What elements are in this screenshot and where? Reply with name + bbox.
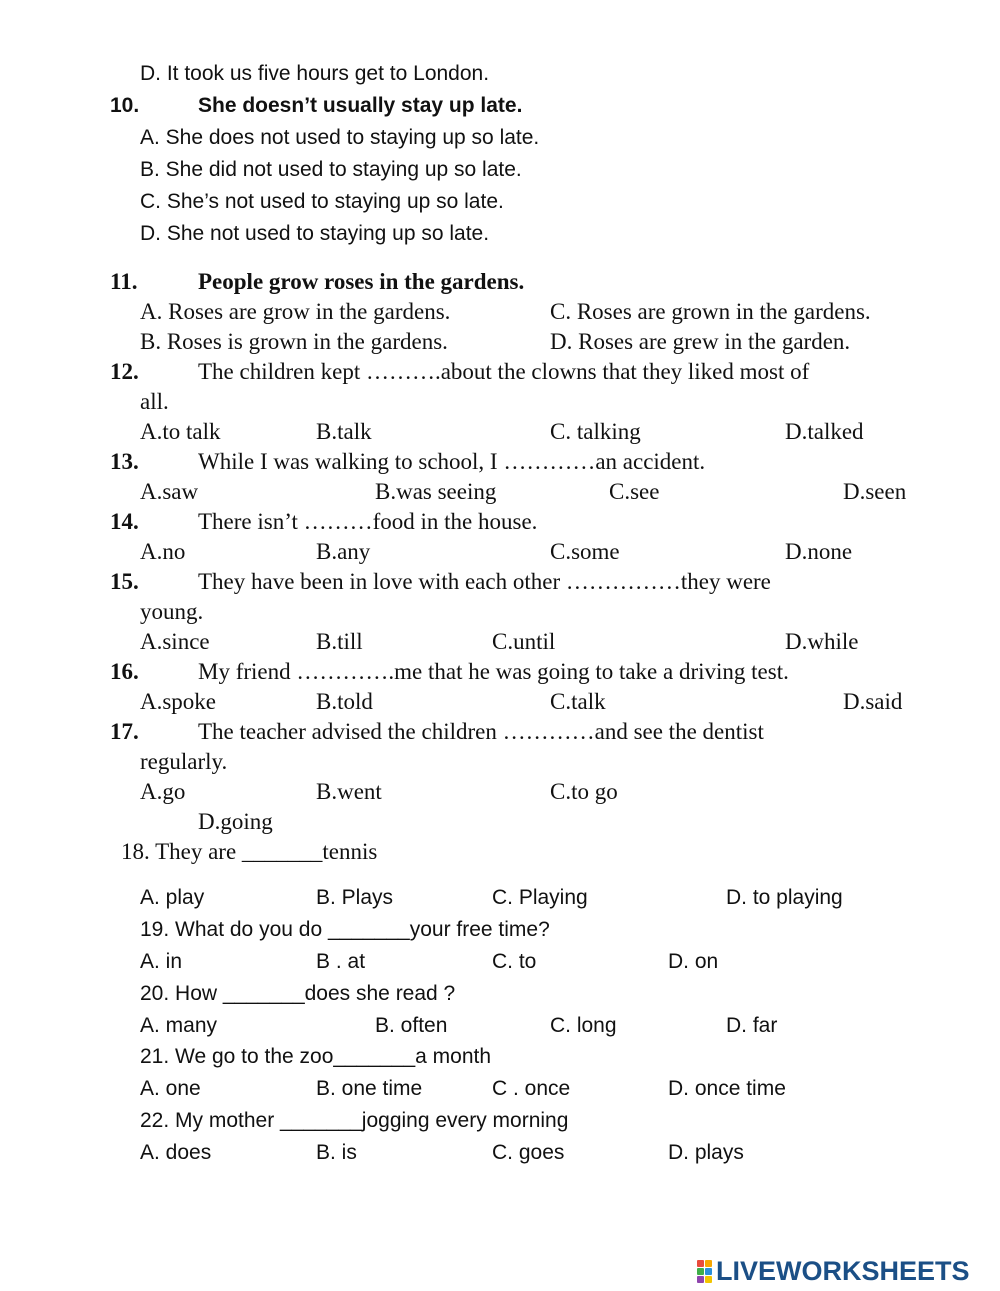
q10-option-b: B. She did not used to staying up so late. (140, 158, 522, 181)
q10-option-a: A. She does not used to staying up so late. (140, 126, 540, 149)
q22-option-d: D. plays (668, 1141, 744, 1164)
q13-option-a: A.saw (140, 479, 199, 504)
q13-option-d: D.seen (843, 479, 907, 504)
q13-option-c: C.see (609, 479, 660, 504)
q16-option-b: B.told (316, 689, 373, 714)
logo-tile (697, 1268, 704, 1275)
logo-tile (697, 1260, 704, 1267)
q17-option-c: C.to go (550, 779, 618, 804)
q18-prompt: 18. They are _______tennis (121, 839, 378, 864)
q21-prompt: 21. We go to the zoo_______a month (140, 1045, 492, 1068)
q10-option-c: C. She’s not used to staying up so late. (140, 190, 504, 213)
q19-option-a: A. in (140, 950, 183, 973)
q19-option-b: B . at (316, 950, 366, 973)
q10-prompt: She doesn’t usually stay up late. (198, 94, 523, 117)
q12-option-d: D.talked (785, 419, 864, 444)
q15-option-d: D.while (785, 629, 859, 654)
q11-prompt: People grow roses in the gardens. (198, 269, 525, 294)
q22-option-b: B. is (316, 1141, 357, 1164)
logo-tile (705, 1260, 712, 1267)
q21-option-b: B. one time (316, 1077, 423, 1100)
q17-number: 17. (110, 719, 139, 744)
liveworksheets-logo-icon (697, 1260, 712, 1283)
q11-option-b: B. Roses is grown in the gardens. (140, 329, 448, 354)
q20-option-d: D. far (726, 1014, 778, 1037)
q15-option-a: A.since (140, 629, 210, 654)
q21-option-a: A. one (140, 1077, 201, 1100)
q15-prompt: They have been in love with each other ……………they were (198, 569, 771, 594)
q18-option-d: D. to playing (726, 886, 843, 909)
q15-number: 15. (110, 569, 139, 594)
q12-option-a: A.to talk (140, 419, 221, 444)
q14-option-d: D.none (785, 539, 853, 564)
q21-option-c: C . once (492, 1077, 571, 1100)
q19-prompt: 19. What do you do _______your free time? (140, 918, 550, 941)
q16-option-d: D.said (843, 689, 903, 714)
q18-option-a: A. play (140, 886, 205, 909)
q20-option-a: A. many (140, 1014, 218, 1037)
q20-option-c: C. long (550, 1014, 617, 1037)
q14-prompt: There isn’t ………food in the house. (198, 509, 538, 534)
q16-prompt: My friend ………….me that he was going to take a driving test. (198, 659, 789, 684)
q14-option-c: C.some (550, 539, 620, 564)
q18-option-c: C. Playing (492, 886, 588, 909)
q18-option-b: B. Plays (316, 886, 394, 909)
q15-option-b: B.till (316, 629, 363, 654)
q14-option-b: B.any (316, 539, 371, 564)
q12-prompt-cont: all. (140, 389, 169, 414)
logo-tile (705, 1268, 712, 1275)
q21-option-d: D. once time (668, 1077, 786, 1100)
q17-option-a: A.go (140, 779, 186, 804)
q16-option-c: C.talk (550, 689, 606, 714)
q14-number: 14. (110, 509, 139, 534)
q17-option-b: B.went (316, 779, 382, 804)
q22-option-c: C. goes (492, 1141, 565, 1164)
q14-option-a: A.no (140, 539, 186, 564)
q11-option-d: D. Roses are grew in the garden. (550, 329, 851, 354)
q15-option-c: C.until (492, 629, 556, 654)
liveworksheets-logo (697, 1256, 970, 1286)
q19-option-c: C. to (492, 950, 537, 973)
q10-option-d: D. She not used to staying up so late. (140, 222, 490, 245)
q20-option-b: B. often (375, 1014, 448, 1037)
q17-prompt-cont: regularly. (140, 749, 228, 774)
q13-number: 13. (110, 449, 139, 474)
q22-prompt: 22. My mother _______jogging every morning (140, 1109, 569, 1132)
q12-option-c: C. talking (550, 419, 641, 444)
q12-prompt: The children kept ……….about the clowns that they liked most of (198, 359, 810, 384)
q20-prompt: 20. How _______does she read ? (140, 982, 456, 1005)
logo-text: LIVEWORKSHEETS (716, 1255, 970, 1286)
q12-number: 12. (110, 359, 139, 384)
q11-option-c: C. Roses are grown in the gardens. (550, 299, 871, 324)
q11-option-a: A. Roses are grow in the gardens. (140, 299, 451, 324)
q13-option-b: B.was seeing (375, 479, 497, 504)
q17-prompt: The teacher advised the children …………and see the dentist (198, 719, 764, 744)
q15-prompt-cont: young. (140, 599, 204, 624)
q19-option-d: D. on (668, 950, 719, 973)
q9-option-d: D. It took us five hours get to London. (140, 62, 490, 85)
q16-option-a: A.spoke (140, 689, 217, 714)
q16-number: 16. (110, 659, 139, 684)
logo-tile (705, 1276, 712, 1283)
q22-option-a: A. does (140, 1141, 212, 1164)
logo-tile (697, 1276, 704, 1283)
q10-number: 10. (110, 94, 140, 117)
q17-option-d: D.going (198, 809, 273, 834)
q13-prompt: While I was walking to school, I …………an accident. (198, 449, 706, 474)
q12-option-b: B.talk (316, 419, 372, 444)
q11-number: 11. (110, 269, 138, 294)
